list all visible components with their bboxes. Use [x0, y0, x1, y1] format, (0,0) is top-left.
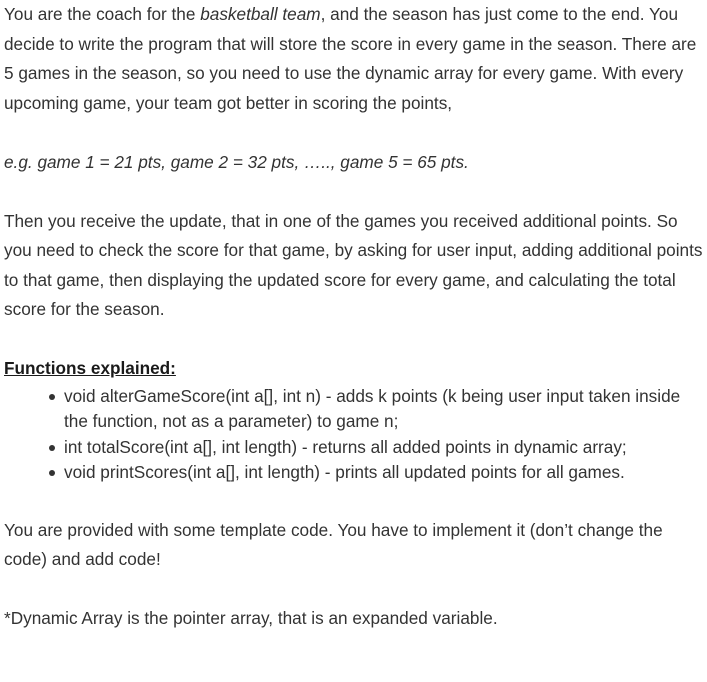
- intro-emphasis-team: basketball team: [200, 4, 321, 24]
- functions-heading: Functions explained:: [4, 358, 176, 378]
- functions-list: [4, 384, 703, 486]
- intro-text-rest: You decide to write the program that will store the score in every game in the season. There are 5 games in the season, so you need to use the dynamic array for every game. With every upcoming game, your team got better in scoring the points,: [4, 4, 697, 113]
- footnote: *Dynamic Array is the pointer array, that is an expanded variable.: [4, 608, 498, 628]
- function-item-print-scores: void printScores(int a[], int length) - prints all updated points for all games.: [64, 460, 703, 486]
- update-paragraph: Then you receive the update, that in one of the games you received additional points. So you need to check the score for that game, by asking for user input, adding additional points to that game, then displaying the updated score for every game, and calculating the total score for the season.: [4, 210, 703, 319]
- template-code-paragraph: You are provided with some template code. You have to implement it (don’t change the code) and add code!: [4, 519, 663, 569]
- intro-text-start: You are the coach for the: [4, 4, 201, 24]
- example-line: e.g. game 1 = 21 pts, game 2 = 32 pts, ….., game 5 = 65 pts.: [4, 151, 469, 172]
- intro-paragraph: [4, 0, 703, 118]
- intro-text-end: , and the season has just come to the end.: [320, 4, 645, 24]
- function-item-alter-game-score: void alterGameScore(int a[], int n) - adds k points (k being user input taken inside the function, not as a parameter) to game n;: [64, 384, 703, 435]
- function-item-total-score: int totalScore(int a[], int length) - returns all added points in dynamic array;: [64, 435, 703, 461]
